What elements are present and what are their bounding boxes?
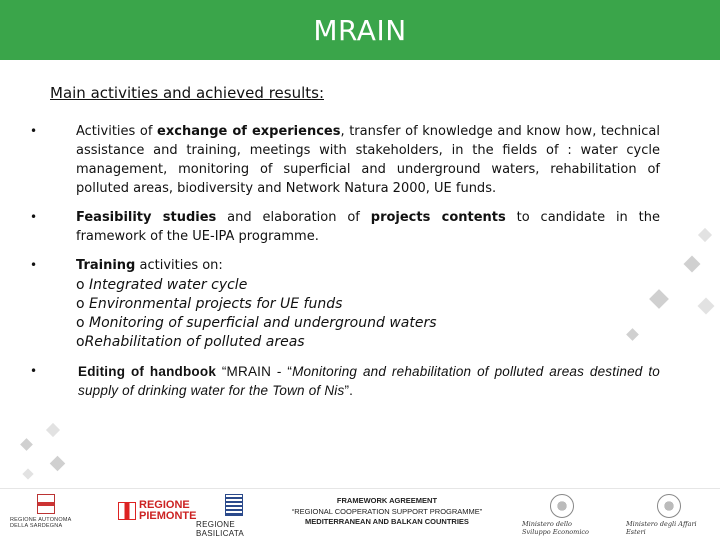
sub-bullet-marker: o [76,315,90,331]
text-run: Activities of [76,124,158,139]
text-run: activities on: [135,258,223,273]
bullet-marker: • [30,364,38,378]
sub-bullet-marker: o [76,296,90,312]
sub-bullet-marker: o [76,277,90,293]
bullet-text-3 [76,256,660,275]
decor-diamond [50,456,66,472]
text-run: “MRAIN - “ [221,364,293,379]
text-run: ”. [344,383,354,398]
bold-run: exchange of experiences [157,124,341,139]
bullet-item-1 [30,122,660,198]
training-item-text: Rehabilitation of polluted areas [84,334,305,350]
training-item [76,314,437,333]
section-subtitle: Main activities and achieved results: [50,84,324,102]
bold-run: Editing of handbook [78,364,222,379]
bullet-text-2 [76,208,660,246]
italic-run: Monitoring and rehabilitation of polluted areas destined to supply of drinking water for the Town of Nis [78,364,661,398]
bullet-item-2 [30,208,660,246]
sardegna-emblem-icon [37,494,55,514]
text-run: , transfer of knowledge and know how, technical assistance and training, meetings with stakeholders, in the fields of : water cycle management, monitoring of superficial and underground waters, rehabilitation of polluted areas, biodiversity and Network Natura 2000, UE funds. [76,124,660,196]
training-list [76,276,437,352]
bullet-item-3 [30,256,660,275]
decor-diamond [698,228,712,242]
training-item [76,333,437,352]
decor-diamond [649,289,669,309]
framework-line-2: “REGIONAL COOPERATION SUPPORT PROGRAMME” [291,506,483,516]
logo-piemonte [118,500,196,522]
basilicata-emblem-icon [225,494,243,516]
logo-piemonte-line-1: REGIONE [139,499,190,511]
ministry-1-label: Ministero dello Sviluppo Economico [522,520,589,536]
piemonte-flag-icon [118,502,136,520]
ministry-2-label: Ministero degli Affari Esteri [626,520,697,536]
logo-ministry-2 [626,494,712,536]
bullet-item-4 [30,362,660,400]
decor-diamond [22,468,33,479]
training-item-text: Environmental projects for UE funds [89,296,343,312]
training-item-text: Monitoring of superficial and underground waters [89,315,437,331]
bold-run: projects contents [370,210,506,225]
decor-diamond [46,423,60,437]
title-bar [0,0,720,60]
training-item-text: Integrated water cycle [89,277,248,293]
bold-run: Feasibility studies [76,210,217,225]
training-item [76,295,437,314]
framework-agreement-text [282,496,492,528]
bullet-text-4 [78,362,660,400]
decor-diamond [20,438,33,451]
logo-sardegna-label: REGIONE AUTONOMA DELLA SARDEGNA [10,517,72,529]
slide-title: MRAIN [313,13,407,47]
text-run: to candidate in the framework of the UE-IPA programme. [76,210,660,244]
logo-piemonte-line-2: PIEMONTE [139,510,197,522]
framework-line-3: MEDITERRANEAN AND BALKAN COUNTRIES [305,517,469,526]
bullet-marker: • [30,258,38,272]
bullet-marker: • [30,210,38,224]
training-item [76,276,437,295]
decor-diamond [626,328,639,341]
logo-basilicata-label: REGIONE BASILICATA [196,520,245,538]
decor-diamond [684,256,701,273]
logo-ministry-1 [522,494,602,536]
text-run: and elaboration of [216,210,371,225]
italian-emblem-icon [550,494,574,518]
decor-diamond [698,298,715,315]
italian-emblem-icon [657,494,681,518]
bullet-text-1 [76,122,660,198]
bold-run: Training [76,258,136,273]
sub-bullet-marker: o [76,334,85,350]
logo-basilicata [196,494,272,538]
framework-line-1: FRAMEWORK AGREEMENT [336,496,438,505]
logo-sardegna [10,494,82,529]
bullet-marker: • [30,124,38,138]
